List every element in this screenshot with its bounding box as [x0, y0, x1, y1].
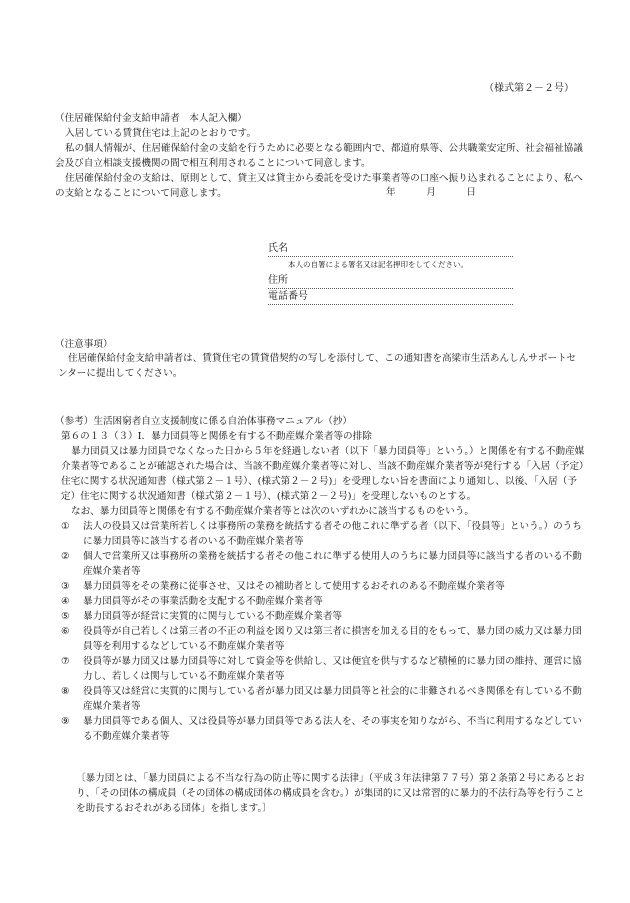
name-field[interactable]	[268, 241, 513, 257]
reference-paragraph: 暴力団員又は暴力団員でなくなった日から５年を経過しない者（以下「暴力団員等」という。）と関係を有する不動産媒介業者等であることが確認された場合は、当該不動産媒介業者等に対し、当該不動産媒介業者等が発行する「入居（予定）住宅に関する状況通知書（様式第２－１号）、(様式第２－２号)」を受理しない旨を書面により通知し、以後、「入居（予定）住宅に関する状況通知書（様式第２－１号）、(様式第２－２号)」を受理しないものとする。	[61, 446, 585, 502]
notes-heading: （注意事項）	[55, 339, 113, 350]
applicant-paragraph: 入居している賃貸住宅は上記のとおりです。	[65, 128, 257, 139]
item-text: 役員等が暴力団又は暴力団員等に対して資金等を供給し、又は便宜を供与するなど積極的に暴力団の維持、運営に協力し、若しくは関与している不動産媒介業者等	[83, 656, 582, 682]
applicant-paragraph: 住居確保給付金の支給は、原則として、貸主又は貸主から委託を受けた事業者等の口座へ振り込まれることにより、私への支給となることについて同意します。	[55, 173, 583, 199]
list-item	[55, 549, 585, 579]
date-day: 日	[466, 187, 476, 198]
item-text: 暴力団員等をその業務に従事させ、又はその補助者として使用するおそれのある不動産媒介業者等	[83, 581, 505, 592]
applicant-section-heading: （住居確保給付金支給申請者 本人記入欄）	[55, 113, 247, 124]
item-text: 役員等が自己若しくは第三者の不正の利益を図り又は第三者に損害を加える目的をもって、暴力団の威力又は暴力団員等を利用するなどしている不動産媒介業者等	[83, 626, 582, 652]
item-number: ⑥	[61, 626, 70, 637]
item-text: 役員等又は経営に実質的に関与している者が暴力団又は暴力団員等と社会的に非難されるべき関係を有している不動産媒介業者等	[83, 686, 582, 712]
list-item	[55, 714, 585, 744]
list-item	[55, 594, 585, 609]
list-item	[55, 609, 585, 624]
item-text: 暴力団員等がその事業活動を支配する不動産媒介業者等	[83, 596, 323, 607]
reference-section	[55, 414, 585, 744]
item-text: 法人の役員又は営業所若しくは事務所の業務を統括する者その他これに準ずる者（以下、「役員等」という。）のうちに暴力団員等に該当する者のいる不動産媒介業者等	[83, 521, 582, 547]
list-item	[55, 519, 585, 549]
applicant-paragraph: 私の個人情報が、住居確保給付金の支給を行うために必要となる範囲内で、都道府県等、公共職業安定所、社会福祉協議会及び自立相談支援機関の間で相互利用されることについて同意します。	[55, 143, 583, 169]
item-number: ④	[61, 596, 70, 607]
address-field[interactable]	[268, 273, 513, 289]
list-item	[55, 624, 585, 654]
item-number: ⑨	[61, 716, 70, 727]
item-number: ①	[61, 521, 70, 532]
item-number: ⑤	[61, 611, 70, 622]
list-item	[55, 654, 585, 684]
phone-field[interactable]	[268, 289, 513, 305]
item-text: 個人で営業所又は事務所の業務を統括する者その他これに準ずる使用人のうちに暴力団員等に該当する者のいる不動産媒介業者等	[83, 551, 582, 577]
item-number: ③	[61, 581, 70, 592]
reference-paragraph: なお、暴力団員等と関係を有する不動産媒介業者等とは次のいずれかに該当するものをいう。	[71, 506, 474, 517]
name-label: 氏名	[268, 243, 288, 254]
item-number: ⑦	[61, 656, 70, 667]
item-number: ⑧	[61, 686, 70, 697]
reference-section-title: 第６の１３（３）Ⅰ．暴力団員等と関係を有する不動産媒介業者等の排除	[61, 431, 372, 442]
date-month: 月	[426, 187, 436, 198]
applicant-section	[55, 111, 585, 201]
phone-label: 電話番号	[268, 291, 308, 302]
notes-body: 住居確保給付金支給申請者は、賃貸住宅の賃貸借契約の写しを添付して、この通知書を高梁市生活あんしんサポートセンターに提出してください。	[58, 353, 576, 379]
list-item	[55, 579, 585, 594]
closing-note: 〔暴力団とは、「暴力団員による不当な行為の防止等に関する法律」（平成３年法律第７７号）第２条第２号にあるとおり、「その団体の構成員（その団体の構成団体の構成員を含む。）が集団的に又は常習的に暴力的不法行為等を行うことを助長するおそれがある団体」を指します。〕	[76, 773, 585, 814]
date-line	[386, 185, 476, 200]
item-text: 暴力団員等が経営に実質的に関与している不動産媒介業者等	[83, 611, 343, 622]
item-text: 暴力団員等である個人、又は役員等が暴力団員等である法人を、その事実を知りながら、不当に利用するなどしている不動産媒介業者等	[83, 716, 582, 742]
list-item	[55, 684, 585, 714]
item-number: ②	[61, 551, 70, 562]
address-label: 住所	[268, 275, 288, 286]
signature-note: 本人の自署による署名又は記名押印をしてください。	[288, 260, 468, 269]
date-year: 年	[386, 187, 396, 198]
reference-heading: （参考）生活困窮者自立支援制度に係る自治体事務マニュアル（抄）	[55, 416, 353, 427]
form-number: （様式第２－２号）	[484, 83, 574, 94]
